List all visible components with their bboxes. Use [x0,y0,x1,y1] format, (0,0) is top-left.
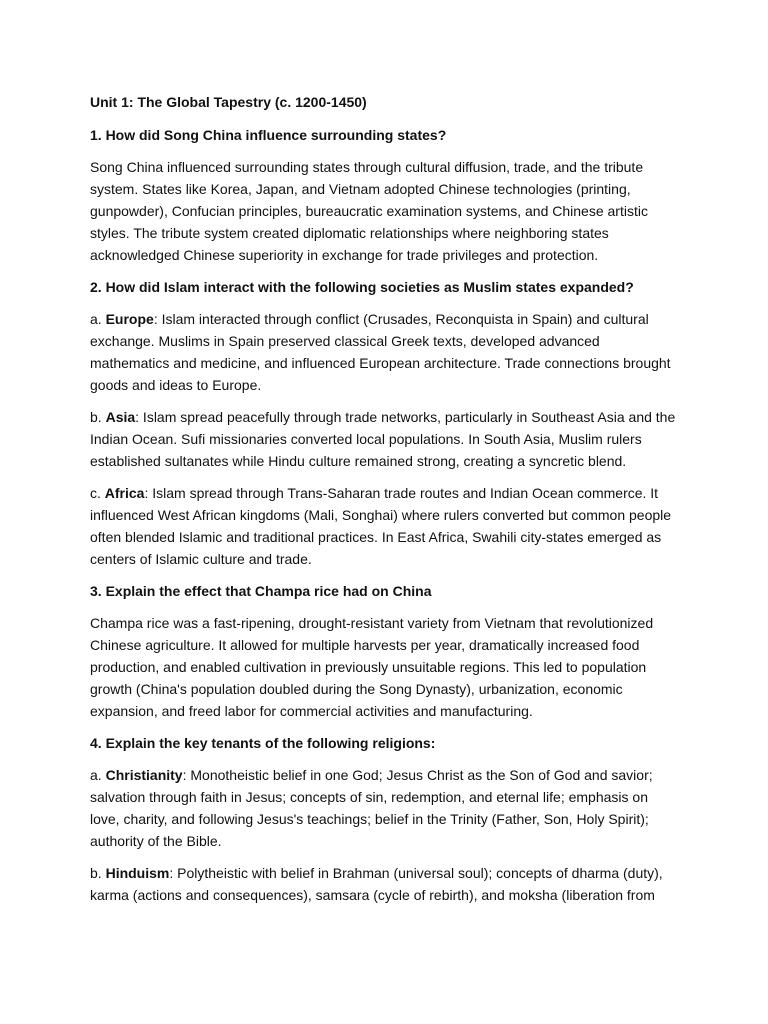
document-title: Unit 1: The Global Tapestry (c. 1200-1450) [90,94,367,110]
answer-4a-prefix: a. [90,767,106,783]
answer-2c-term: Africa [104,485,145,501]
answer-2b-text: : Islam spread peacefully through trade networks, particularly in Southeast Asia and the Indian Ocean. Sufi missionaries converted local populations. In South Asia, Muslim rulers established sultanates while Hindu culture remained strong, creating a syncretic blend. [90,409,676,469]
answer-2a-prefix: a. [90,311,106,327]
question-2: 2. How did Islam interact with the following societies as Muslim states expanded? [90,279,634,295]
answer-1: Song China influenced surrounding states through cultural diffusion, trade, and the tribute system. States like Korea, Japan, and Vietnam adopted Chinese technologies (printing, gunpowder), Confucian principles, bureaucratic examination systems, and Chinese artistic styles. The tribute system created diplomatic relationships where neighboring states acknowledged Chinese superiority in exchange for trade privileges and protection. [90,159,648,263]
question-4: 4. Explain the key tenants of the following religions: [90,735,436,751]
answer-4a [90,764,680,852]
answer-2c-text: : Islam spread through Trans-Saharan trade routes and Indian Ocean commerce. It influenced West African kingdoms (Mali, Songhai) where rulers converted but common people often blended Islamic and traditional practices. In East Africa, Swahili city-states emerged as centers of Islamic culture and trade. [90,485,672,567]
answer-2a [90,308,680,396]
answer-4b [90,862,680,906]
answer-2b-prefix: b. [90,409,106,425]
answer-4a-text: : Monotheistic belief in one God; Jesus Christ as the Son of God and savior; salvation through faith in Jesus; concepts of sin, redemption, and eternal life; emphasis on love, charity, and following Jesus's teachings; belief in the Trinity (Father, Son, Holy Spirit); authority of the Bible. [90,767,653,849]
question-1: 1. How did Song China influence surrounding states? [90,127,447,143]
answer-4b-term: Hinduism [105,865,170,881]
answer-4a-term: Christianity [105,767,183,783]
question-3: 3. Explain the effect that Champa rice had on China [90,583,432,599]
answer-3: Champa rice was a fast-ripening, drought-resistant variety from Vietnam that revolutionized Chinese agriculture. It allowed for multiple harvests per year, dramatically increased food production, and enabled cultivation in previously unsuitable regions. This led to population growth (China's population doubled during the Song Dynasty), urbanization, economic expansion, and freed labor for commercial activities and manufacturing. [90,615,654,719]
answer-4b-text: : Polytheistic with belief in Brahman (universal soul); concepts of dharma (duty), karma (actions and consequences), samsara (cycle of rebirth), and moksha (liberation from [90,865,663,903]
answer-2c [90,482,680,570]
answer-2b [90,406,680,472]
answer-2a-term: Europe [105,311,154,327]
answer-4b-prefix: b. [90,865,106,881]
answer-2c-prefix: c. [90,485,105,501]
answer-2a-text: : Islam interacted through conflict (Crusades, Reconquista in Spain) and cultural exchange. Muslims in Spain preserved classical Greek texts, developed advanced mathematics and medicine, and influenced European architecture. Trade connections brought goods and ideas to Europe. [90,311,671,393]
answer-2b-term: Asia [105,409,136,425]
